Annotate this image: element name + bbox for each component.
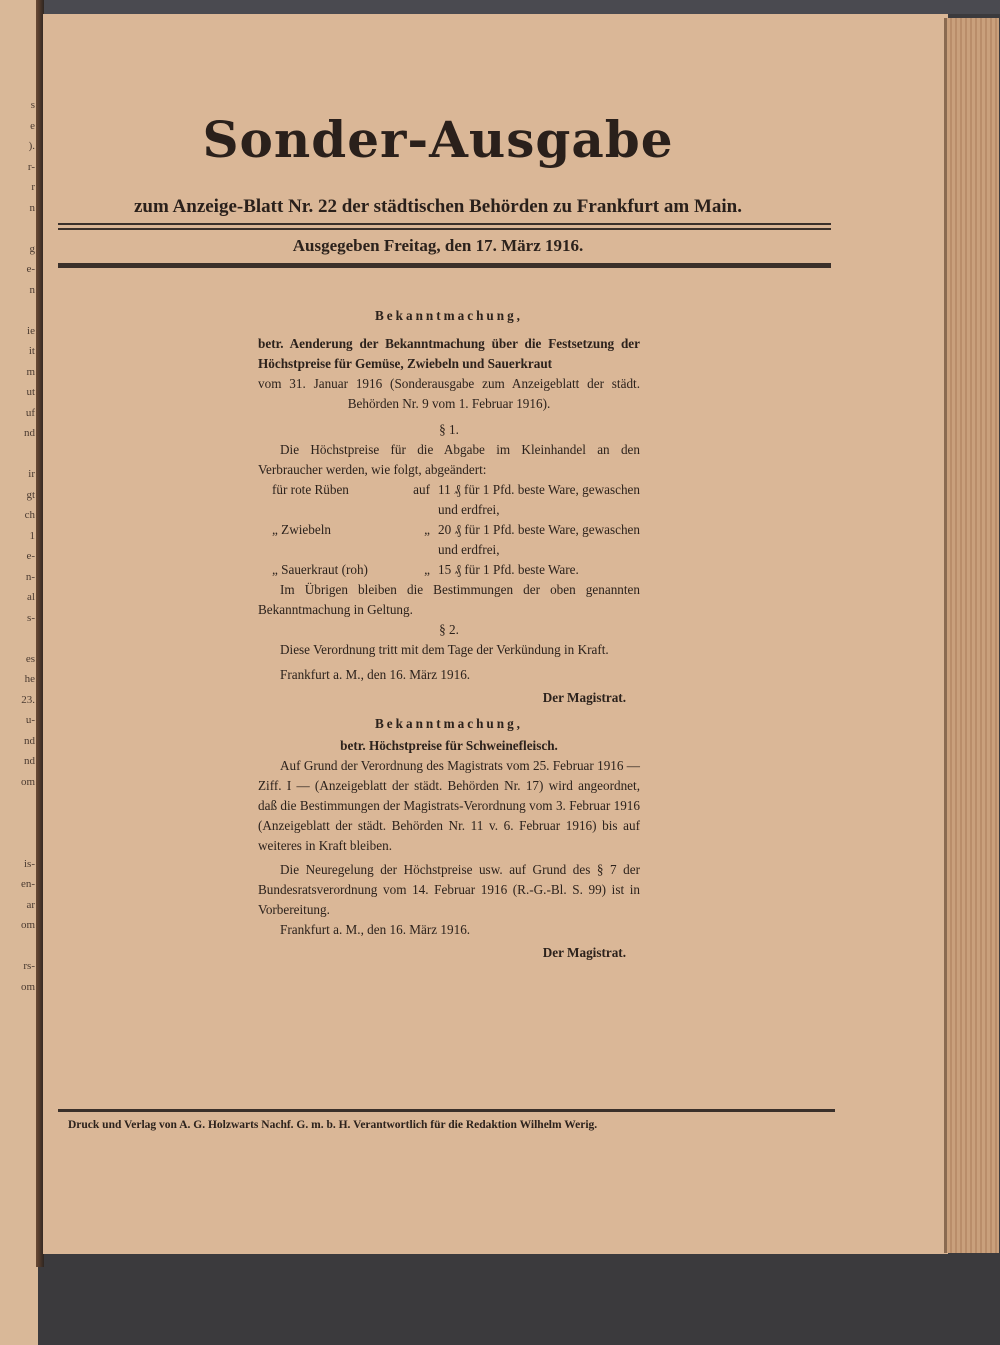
price-item: „ Sauerkraut (roh)	[272, 562, 368, 577]
left-page-fragment: m	[26, 365, 35, 378]
left-page-fragment: u-	[25, 714, 35, 726]
section-2-text: Diese Verordnung tritt mit dem Tage der Verkündung in Kraft.	[280, 642, 609, 657]
scan-top-border	[0, 0, 1000, 14]
left-page-fragment: es	[25, 652, 35, 665]
left-page-fragment	[0, 300, 38, 321]
notice-subject-reference: vom 31. Januar 1916 (Sonderausgabe zum Anzeigeblatt der städt. Behörden Nr. 9 vom 1. Februar 1916).	[258, 376, 640, 411]
left-page-fragment: nd	[24, 755, 35, 767]
left-page-fragment: ch	[24, 509, 35, 521]
left-page-fragment: en-	[20, 878, 35, 890]
signature: Der Magistrat.	[542, 690, 626, 705]
price-prefix: „	[424, 562, 430, 577]
left-page-fragment: ir	[28, 468, 35, 480]
section-1-text: Die Höchstpreise für die Abgabe im Kleinhandel an den Verbraucher werden, wie folgt, abgeändert:	[258, 442, 640, 477]
notice-text: Auf Grund der Verordnung des Magistrats vom 25. Februar 1916 — Ziff. I — (Anzeigeblatt der städt. Behörden Nr. 17) wird angeordnet, daß die Bestimmungen der Magistrats-Verordnung vom 3. Februar 1916 (Anzeigeblatt der städt. Behörden Nr. 11 v. 6. Februar 1916) bis auf weiteres in Kraft bleiben.	[258, 758, 640, 853]
masthead-title: Sonder-Ausgabe	[202, 110, 674, 169]
left-page-fragment: e-	[26, 263, 35, 275]
price-value: 20 ₰	[438, 522, 462, 537]
left-page-fragment: n-	[25, 570, 35, 583]
left-page-fragment: ).	[28, 140, 35, 152]
left-page-fragment: om	[20, 980, 35, 993]
issue-date: Ausgegeben Freitag, den 17. März 1916.	[292, 236, 584, 255]
left-page-fragment	[0, 444, 38, 465]
notice-1	[258, 306, 640, 708]
left-page-fragment: uf	[25, 406, 35, 419]
section-2-title: § 2.	[439, 622, 459, 637]
signature: Der Magistrat.	[542, 945, 626, 960]
notice-subject: betr. Aenderung der Bekanntmachung über die Festsetzung der Höchstpreise für Gemüse, Zwiebeln und Sauerkraut	[258, 336, 640, 371]
notice-text: Die Neuregelung der Höchstpreise usw. auf Grund des § 7 der Bundesratsverordnung vom 14. Februar 1916 (R.-G.-Bl. S. 99) ist in Vorbereitung.	[258, 862, 640, 917]
left-page-fragment: 23.	[21, 693, 35, 706]
price-description: für 1 Pfd. beste Ware, gewaschen und erdfrei,	[438, 522, 641, 557]
divider	[58, 228, 831, 230]
price-value: 11 ₰	[438, 482, 461, 497]
page-edges	[944, 18, 1000, 1253]
price-description: für 1 Pfd. beste Ware.	[464, 562, 579, 577]
left-page-fragment: nd	[24, 734, 35, 747]
left-page-fragment	[0, 218, 38, 239]
left-page-fragment: e	[30, 119, 35, 132]
left-page-fragment: om	[20, 775, 35, 788]
left-page-fragment: s	[30, 99, 35, 111]
left-page-fragment: nd	[24, 427, 35, 439]
left-page-fragment: ar	[26, 898, 35, 911]
notice-2	[258, 714, 640, 963]
left-page-fragment	[0, 628, 38, 649]
left-page-fragment: is-	[24, 857, 35, 870]
left-page-fragment: r	[31, 181, 35, 193]
left-page-fragment: 1	[29, 529, 35, 542]
left-page-fragment: ut	[26, 386, 35, 398]
masthead-subtitle: zum Anzeige-Blatt Nr. 22 der städtischen Behörden zu Frankfurt am Main.	[134, 196, 742, 217]
left-page-fragment: he	[24, 673, 35, 685]
section-1-title: § 1.	[439, 422, 459, 437]
price-description: für 1 Pfd. beste Ware, gewaschen und erdfrei,	[438, 482, 640, 517]
left-page-fragment: om	[20, 919, 35, 931]
left-page-fragment: n	[29, 283, 35, 296]
left-page-fragment: n	[29, 201, 35, 214]
price-row	[258, 520, 640, 560]
place-date: Frankfurt a. M., den 16. März 1916.	[280, 667, 471, 682]
price-prefix: „	[424, 522, 430, 537]
notice-heading: Bekanntmachung,	[375, 308, 523, 323]
left-page-fragment: r-	[27, 160, 35, 173]
left-page-fragment: e-	[26, 550, 35, 562]
left-page-fragment: gt	[26, 488, 35, 501]
notices-column	[258, 306, 640, 963]
footer-rule	[58, 1109, 835, 1112]
divider-thick	[58, 263, 831, 268]
price-item: für rote Rüben	[272, 482, 349, 497]
left-page-fragment	[0, 813, 38, 834]
notice-heading: Bekanntmachung,	[375, 716, 523, 731]
price-prefix: auf	[413, 482, 430, 497]
remainder-text: Im Übrigen bleiben die Bestimmungen der oben genannten Bekanntmachung in Geltung.	[258, 582, 640, 617]
place-date: Frankfurt a. M., den 16. März 1916.	[280, 922, 471, 937]
imprint: Druck und Verlag von A. G. Holzwarts Nachf. G. m. b. H. Verantwortlich für die Redaktion Wilhelm Werig.	[68, 1119, 598, 1131]
notice-subject: betr. Höchstpreise für Schweinefleisch.	[340, 738, 558, 753]
price-row	[258, 560, 640, 580]
left-page-fragment: ie	[27, 324, 35, 337]
price-row	[258, 480, 640, 520]
left-page-fragment: s-	[27, 611, 35, 624]
left-page-fragment: g	[29, 242, 35, 255]
left-page-fragment: it	[28, 345, 35, 357]
divider	[58, 223, 831, 225]
left-page-fragment: al	[27, 591, 35, 603]
price-item: „ Zwiebeln	[272, 522, 331, 537]
left-page-fragment	[0, 936, 38, 957]
price-list	[258, 480, 640, 580]
left-page-fragment: rs-	[23, 960, 35, 972]
left-page-edge	[0, 0, 38, 1345]
left-page-fragment	[0, 833, 38, 854]
price-value: 15 ₰	[438, 562, 462, 577]
left-page-fragment	[0, 792, 38, 813]
